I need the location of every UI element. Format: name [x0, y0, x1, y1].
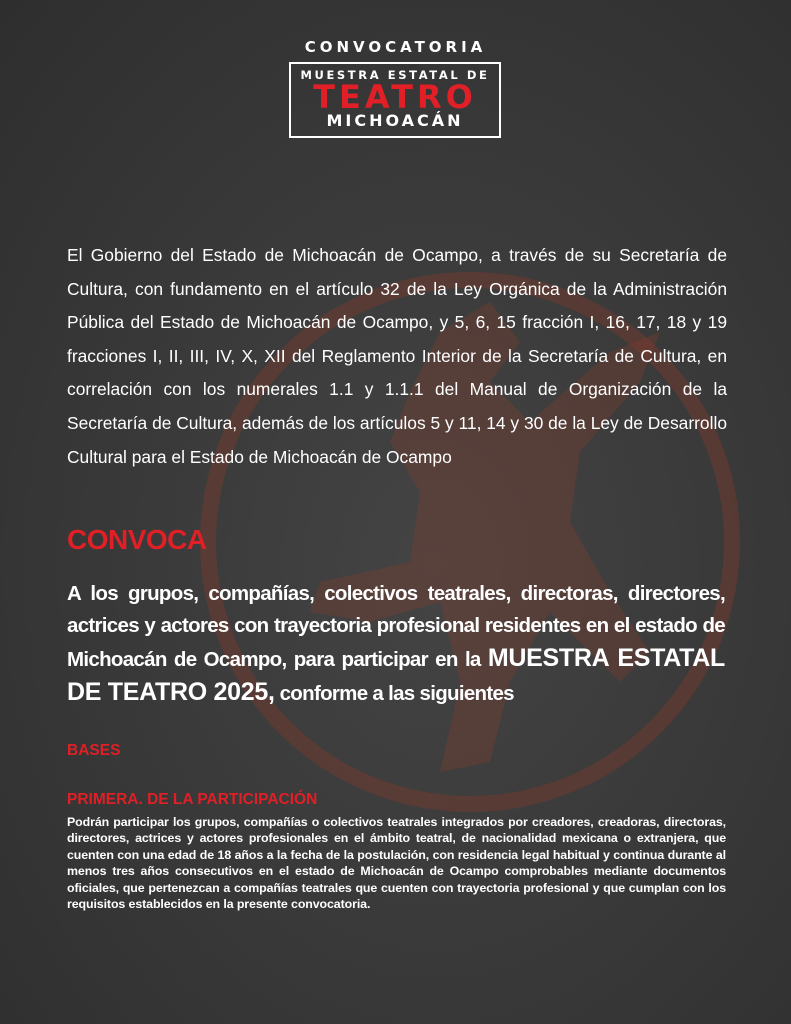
- logo-line-michoacan: MICHOACÁN: [326, 111, 464, 130]
- intro-paragraph: El Gobierno del Estado de Michoacán de Ocampo, a través de su Secretaría de Cultura, con fundamento en el artículo 32 de la Ley Orgánica de la Administración Pública del Estado de Michoacán de Ocampo, y 5, 6, 15 fracción I, 16, 17, 18 y 19 fracciones I, II, III, IV, X, XII del Reglamento Interior de la Secretaría de Cultura, en correlación con los numerales 1.1 y 1.1.1 del Manual de Organización de la Secretaría de Cultura, además de los artículos 5 y 11, 14 y 30 de la Ley de Desarrollo Cultural para el Estado de Michoacán de Ocampo: [67, 245, 727, 467]
- primera-heading: PRIMERA. DE LA PARTICIPACIÓN: [67, 791, 318, 808]
- invitation-event-name: MUESTRA ESTATAL DE TEATRO 2025,: [67, 644, 725, 706]
- invitation-text-1: A los grupos, compañías, colectivos teatrales, directoras, directores, actrices y actores con trayectoria profesional residentes en el estado de Michoacán de Ocampo, para participar en la: [67, 582, 725, 671]
- teatro-logo: [289, 62, 501, 138]
- invitation-paragraph: [67, 578, 725, 710]
- convocatoria-title: CONVOCATORIA: [304, 38, 487, 56]
- logo-line-muestra: MUESTRA ESTATAL DE: [300, 68, 490, 82]
- bases-heading: BASES: [67, 742, 121, 759]
- logo-line-teatro: TEATRO: [313, 78, 477, 116]
- primera-paragraph: Podrán participar los grupos, compañías o colectivos teatrales integrados por creadores, creadoras, directoras, directores, actrices y actores profesionales en el ámbito teatral, de nacionalidad mexicana o extranjera, que cuenten con una edad de 18 años a la fecha de la postulación, con residencia legal habitual y continua durante al menos tres años consecutivos en el estado de Michoacán de Ocampo comprobables mediante documentos oficiales, que pertenezcan a compañías teatrales que cuenten con trayectoria profesional y que cumplan con los requisitos establecidos en la presente convocatoria.: [67, 815, 726, 912]
- convoca-heading: CONVOCA: [67, 524, 207, 555]
- invitation-text-2: conforme a las siguientes: [274, 682, 514, 705]
- header: [0, 38, 791, 56]
